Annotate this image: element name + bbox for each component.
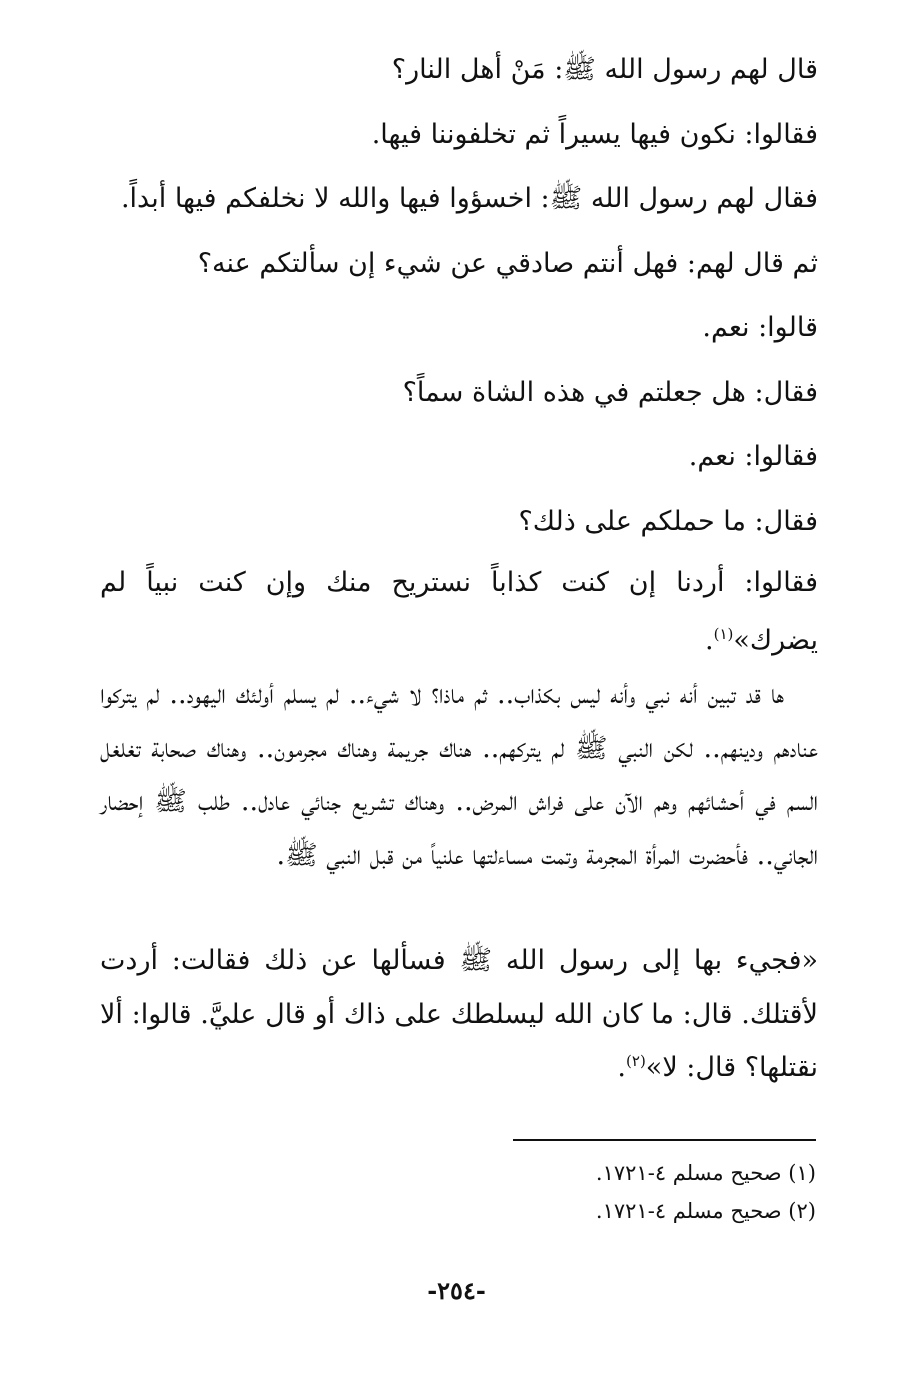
dialogue-line: فقالوا: نعم. — [688, 441, 818, 472]
dialogue-line: قالوا: نعم. — [702, 312, 818, 343]
page-number: -٢٥٤- — [427, 1276, 486, 1305]
footnote-item: (٢) صحيح مسلم ٤-١٧٢١. — [595, 1199, 816, 1223]
dialogue-line: ثم قال لهم: فهل أنتم صادقي عن شيء إن سألتكم عنه؟ — [197, 247, 818, 279]
sentence-end: . — [617, 1052, 627, 1083]
dialogue-line: فقال: ما حملكم على ذلك؟ — [518, 505, 818, 537]
footnote-reference: (٢) — [626, 1052, 646, 1070]
footnotes — [116, 1154, 816, 1230]
quotation-paragraph — [100, 934, 818, 1095]
footnote-divider — [513, 1139, 816, 1141]
dialogue-line: فقالوا: نكون فيها يسيراً ثم تخلفوننا فيها. — [371, 118, 818, 150]
commentary-paragraph — [100, 668, 818, 882]
dialogue-line: فقال: هل جعلتم في هذه الشاة سماً؟ — [402, 376, 818, 408]
dialogue-line: فقال لهم رسول الله ﷺ: اخسؤوا فيها والله لا نخلفكم فيها أبداً. — [120, 183, 818, 214]
dialogue-line: قال لهم رسول الله ﷺ: مَنْ أهل النار؟ — [391, 54, 818, 85]
footnote-item: (١) صحيح مسلم ٤-١٧٢١. — [595, 1161, 816, 1185]
dialogue-section — [100, 38, 818, 670]
footnote-reference: (١) — [713, 625, 734, 643]
dialogue-line-final — [100, 554, 818, 670]
commentary-text: ها قد تبين أنه نبي وأنه ليس بكذاب.. ثم ماذا؟ لا شيء.. لم يسلم أولئك اليهود.. لم يتركوا عنادهم ودينهم.. لكن النبي ﷺ لم يتركهم.. هناك جريمة وهناك مجرمون.. وهناك صحابة تغلغل السم في أحشائهم وهم الآن على فراش المرض.. وهناك تشريع جنائي عادل.. طلب ﷺ إحضار الجاني.. فأحضرت المرأة المجرمة وتمت مساءلتها علنياً من قبل النبي ﷺ. — [100, 679, 818, 871]
quotation-text: «فجيء بها إلى رسول الله ﷺ فسألها عن ذلك فقالت: أردت لأقتلك. قال: ما كان الله ليسلطك على ذاك أو قال عليَّ. قالوا: ألا نقتلها؟ قال: لا» — [100, 945, 818, 1083]
sentence-end: . — [705, 625, 714, 656]
dialogue-final-text: فقالوا: أردنا إن كنت كذاباً نستريح منك وإن كنت نبياً لم يضرك» — [100, 567, 818, 656]
